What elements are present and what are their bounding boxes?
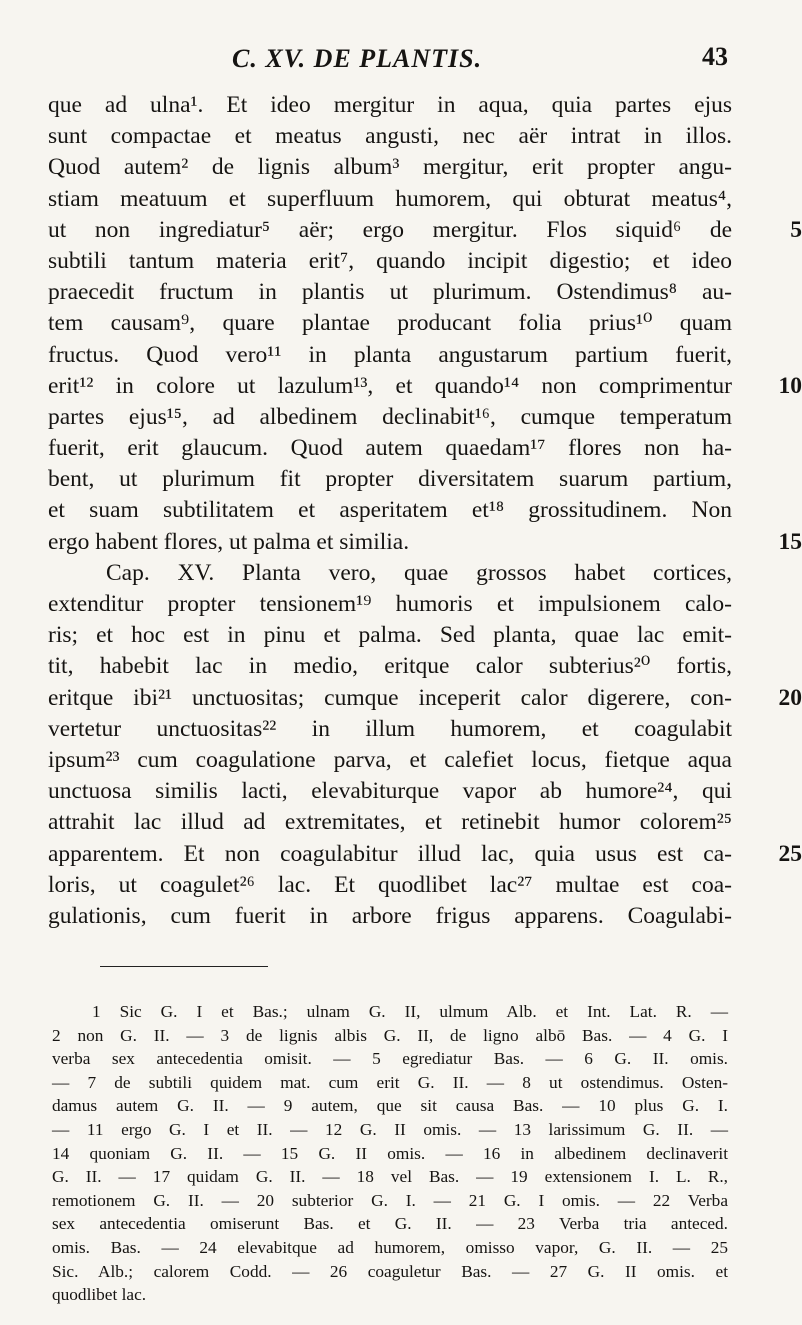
line-number-20: 20 xyxy=(778,684,802,711)
footnote-line: Sic. Alb.; calorem Codd. — 26 coaguletur Bas. — 27 G. II omis. et xyxy=(52,1261,728,1281)
line-number-10: 10 xyxy=(778,372,802,399)
main-text xyxy=(48,90,802,932)
text-line: ris; et hoc est in pinu et palma. Sed planta, quae lac emit- xyxy=(48,622,732,649)
footnote-line: verba sex antecedentia omisit. — 5 egrediatur Bas. — 6 G. II. omis. xyxy=(52,1049,728,1069)
footnote-line: 14 quoniam G. II. — 15 G. II omis. — 16 in albedinem declinaverit xyxy=(52,1143,728,1163)
text-line: tit, habebit lac in medio, eritque calor subterius²⁰ fortis, xyxy=(48,653,732,680)
footnote-line: sex antecedentia omiserunt Bas. et G. II. — 23 Verba tria anteced. xyxy=(52,1214,728,1234)
footnotes xyxy=(52,1000,728,1307)
text-line: sunt compactae et meatus angusti, nec aër intrat in illos. xyxy=(48,123,732,150)
line-number-25: 25 xyxy=(778,840,802,867)
footnote-line: — 7 de subtili quidem mat. cum erit G. II. — 8 ut ostendimus. Osten- xyxy=(52,1072,728,1092)
footnote-line: — 11 ergo G. I et II. — 12 G. II omis. — 13 larissimum G. II. — xyxy=(52,1119,728,1139)
text-line: partes ejus¹⁵, ad albedinem declinabit¹⁶, cumque temperatum xyxy=(48,403,732,430)
text-line: unctuosa similis lacti, elevabiturque vapor ab humore²⁴, qui xyxy=(48,778,732,805)
footnote-line: G. II. — 17 quidam G. II. — 18 vel Bas. — 19 extensionem I. L. R., xyxy=(52,1167,728,1187)
text-line: bent, ut plurimum fit propter diversitatem suarum partium, xyxy=(48,466,732,493)
text-line: eritque ibi²¹ unctuositas; cumque inceperit calor digerere, con- xyxy=(48,684,732,711)
footnote-line: 2 non G. II. — 3 de lignis albis G. II, de ligno albō Bas. — 4 G. I xyxy=(52,1025,728,1045)
text-line: apparentem. Et non coagulabitur illud lac, quia usus est ca- xyxy=(48,840,732,867)
text-line: Quod autem² de lignis album³ mergitur, erit propter angu- xyxy=(48,154,732,181)
text-line: et suam subtilitatem et asperitatem et¹⁸ grossitudinem. Non xyxy=(48,497,732,524)
text-line: ipsum²³ cum coagulatione parva, et calefiet locus, fietque aqua xyxy=(48,746,732,773)
footnote-line: remotionem G. II. — 20 subterior G. I. — 21 G. I omis. — 22 Verba xyxy=(52,1190,728,1210)
page-header xyxy=(0,38,800,82)
line-number-5: 5 xyxy=(790,216,802,243)
footnote-line: omis. Bas. — 24 elevabitque ad humorem, omisso vapor, G. II. — 25 xyxy=(52,1237,728,1257)
footnote-line: damus autem G. II. — 9 autem, que sit causa Bas. — 10 plus G. I. xyxy=(52,1096,728,1116)
running-head: C. XV. DE PLANTIS. xyxy=(232,44,483,73)
line-number-15: 15 xyxy=(778,528,802,555)
text-line: erit¹² in colore ut lazulum¹³, et quando¹⁴ non comprimentur xyxy=(48,372,732,399)
text-line: ergo habent flores, ut palma et similia. xyxy=(48,528,410,555)
text-line: attrahit lac illud ad extremitates, et retinebit humor colorem²⁵ xyxy=(48,809,732,836)
text-line: praecedit fructum in plantis ut plurimum. Ostendimus⁸ au- xyxy=(48,279,732,306)
text-line: tem causam⁹, quare plantae producant folia prius¹⁰ quam xyxy=(48,310,732,337)
text-line: gulationis, cum fuerit in arbore frigus apparens. Coagulabi- xyxy=(48,902,732,929)
text-line: stiam meatuum et superfluum humorem, qui obturat meatus⁴, xyxy=(48,185,732,212)
text-line: ut non ingrediatur⁵ aër; ergo mergitur. Flos siquid⁶ de xyxy=(48,216,732,243)
chapter-start-line: Cap. XV. Planta vero, quae grossos habet cortices, xyxy=(106,559,732,586)
text-line: loris, ut coagulet²⁶ lac. Et quodlibet lac²⁷ multae est coa- xyxy=(48,871,732,898)
page-number: 43 xyxy=(702,42,728,71)
text-line: fuerit, erit glaucum. Quod autem quaedam¹⁷ flores non ha- xyxy=(48,435,732,462)
text-line: fructus. Quod vero¹¹ in planta angustarum partium fuerit, xyxy=(48,341,732,368)
text-line: extenditur propter tensionem¹⁹ humoris et impulsionem calo- xyxy=(48,591,732,617)
text-line: vertetur unctuositas²² in illum humorem, et coagulabit xyxy=(48,715,732,742)
footnote-divider xyxy=(100,966,268,967)
footnote-line: 1 Sic G. I et Bas.; ulnam G. II, ulmum Alb. et Int. Lat. R. — xyxy=(92,1002,728,1021)
text-line: subtili tantum materia erit⁷, quando incipit digestio; et ideo xyxy=(48,247,732,274)
footnote-line: quodlibet lac. xyxy=(52,1285,147,1305)
text-line: que ad ulna¹. Et ideo mergitur in aqua, quia partes ejus xyxy=(48,92,732,118)
